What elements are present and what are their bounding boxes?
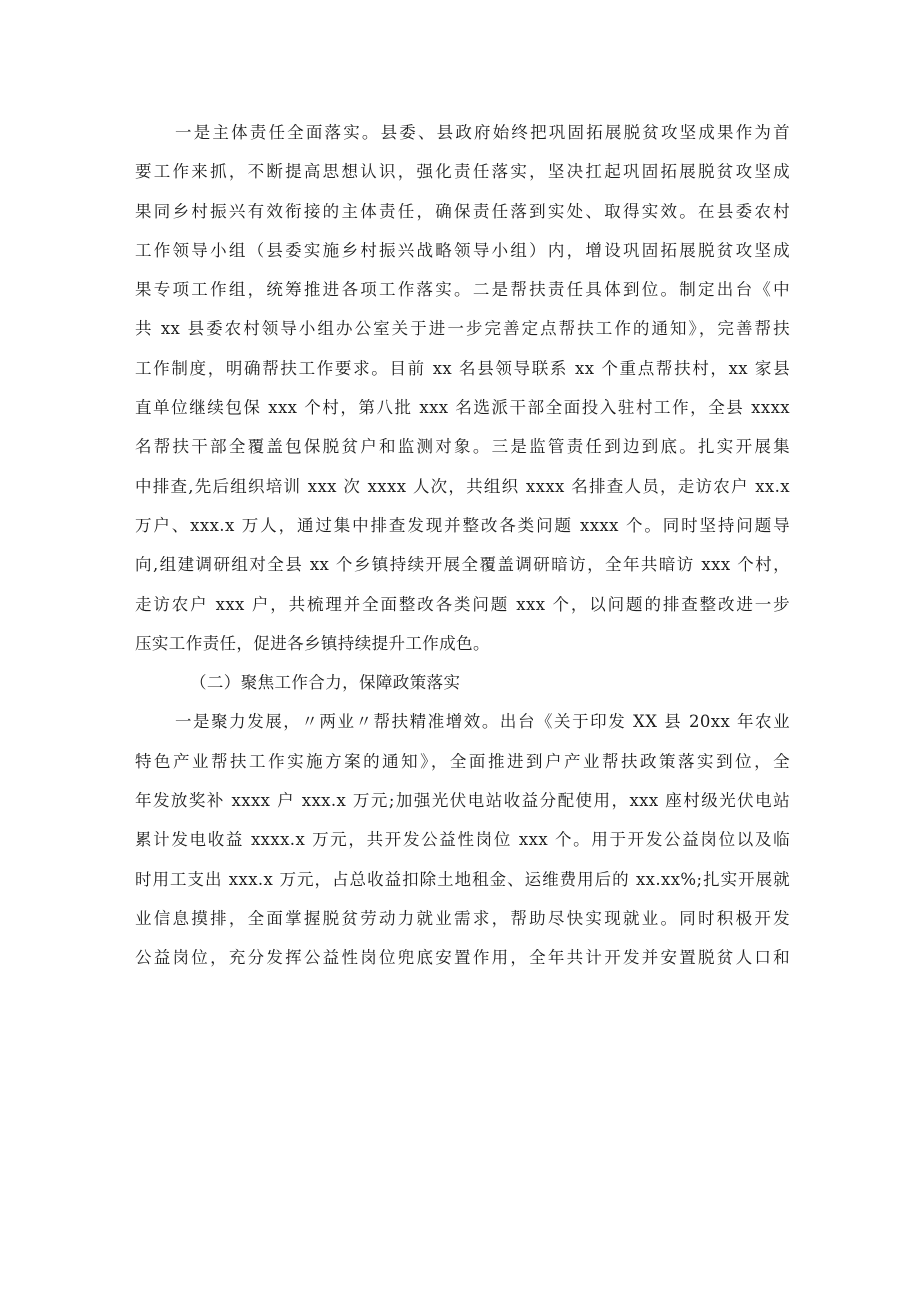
text-line: 工作制度，明确帮扶工作要求。目前 xx 名县领导联系 xx 个重点帮扶村，xx 家县	[135, 358, 790, 378]
text-line: 年发放奖补 xxxx 户 xxx.x 万元;加强光伏电站收益分配使用，xxx 座村级光伏电站	[135, 791, 790, 811]
text-line: 要工作来抓，不断提高思想认识，强化责任落实，坚决扛起巩固拓展脱贫攻坚成	[135, 162, 790, 182]
text-line: 果专项工作组，统筹推进各项工作落实。二是帮扶责任具体到位。制定出台《中	[135, 280, 790, 300]
text-line: 向,组建调研组对全县 xx 个乡镇持续开展全覆盖调研暗访，全年共暗访 xxx 个村，	[135, 555, 790, 575]
text-line: 工作领导小组（县委实施乡村振兴战略领导小组）内，增设巩固拓展脱贫攻坚成	[135, 240, 790, 260]
text-line: 一是聚力发展，〃两业〃帮扶精准增效。出台《关于印发 XX 县 20xx 年农业	[175, 712, 790, 732]
text-line: 果同乡村振兴有效衔接的主体责任，确保责任落到实处、取得实效。在县委农村	[135, 201, 790, 221]
text-line: 共 xx 县委农村领导小组办公室关于进一步完善定点帮扶工作的通知》，完善帮扶	[135, 319, 790, 339]
text-line: 业信息摸排，全面掌握脱贫劳动力就业需求，帮助尽快实现就业。同时积极开发	[135, 908, 790, 928]
document-body	[135, 113, 790, 978]
text-line: 累计发电收益 xxxx.x 万元，共开发公益性岗位 xxx 个。用于开发公益岗位以及临	[135, 830, 790, 850]
paragraph-policy-implementation	[135, 702, 790, 977]
text-line: 一是主体责任全面落实。县委、县政府始终把巩固拓展脱贫攻坚成果作为首	[175, 123, 790, 142]
text-line: 压实工作责任，促进各乡镇持续提升工作成色。	[135, 633, 490, 653]
text-line: 走访农户 xxx 户，共梳理并全面整改各类问题 xxx 个，以问题的排查整改进一步	[135, 594, 790, 614]
paragraph-main-responsibility	[135, 113, 790, 663]
text-line: 名帮扶干部全覆盖包保脱贫户和监测对象。三是监管责任到边到底。扎实开展集	[135, 437, 790, 457]
text-line: 特色产业帮扶工作实施方案的通知》，全面推进到户产业帮扶政策落实到位，全	[135, 751, 790, 771]
text-line: 直单位继续包保 xxx 个村，第八批 xxx 名选派干部全面投入驻村工作，全县 xxxx	[135, 398, 790, 418]
text-line: 万户、xxx.x 万人，通过集中排查发现并整改各类问题 xxxx 个。同时坚持问题导	[135, 515, 790, 535]
text-line: 时用工支出 xxx.x 万元，占总收益扣除土地租金、运维费用后的 xx.xx%;扎实开展就	[135, 869, 790, 889]
text-line: 公益岗位，充分发挥公益性岗位兜底安置作用，全年共计开发并安置脱贫人口和	[135, 948, 790, 968]
text-line: 中排查,先后组织培训 xxx 次 xxxx 人次，共组织 xxxx 名排查人员，走访农户 xx.x	[135, 476, 790, 496]
section-heading: （二）聚焦工作合力，保障政策落实	[190, 673, 461, 693]
